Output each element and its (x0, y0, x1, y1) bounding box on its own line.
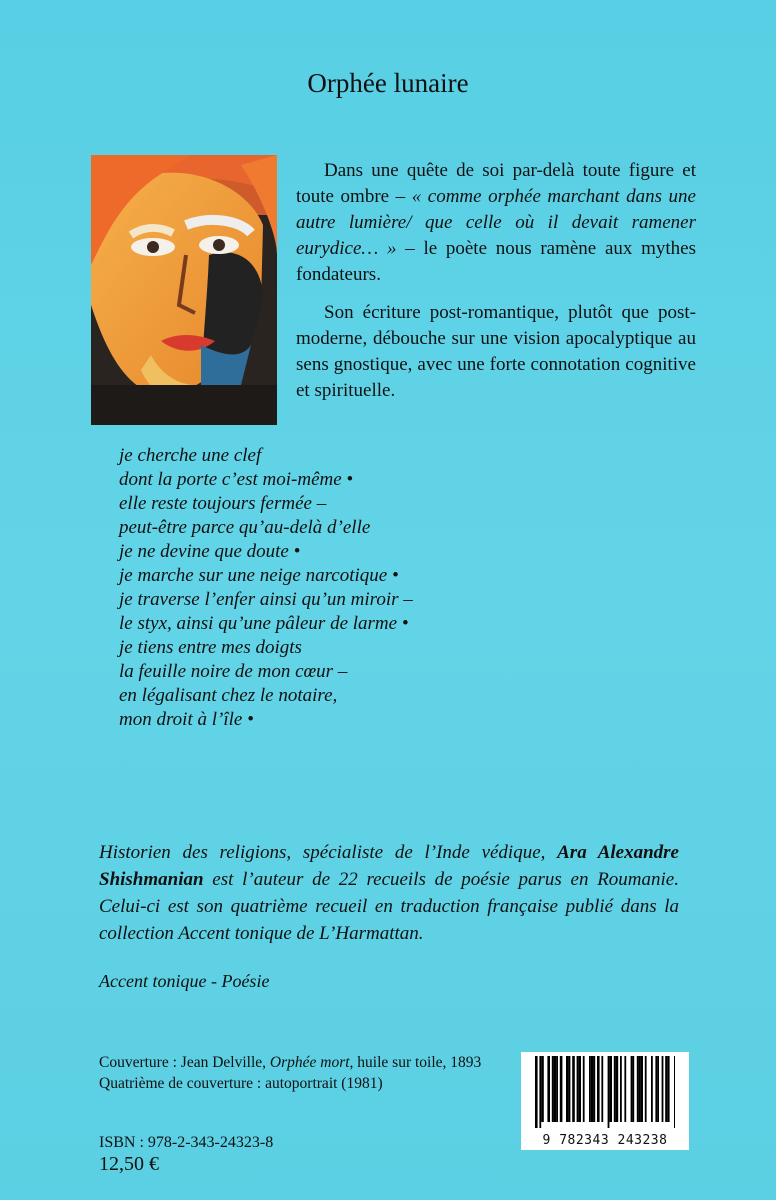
barcode-bar (668, 1056, 670, 1122)
cover-credit-line (99, 1052, 481, 1073)
barcode-bar (674, 1056, 675, 1128)
blurb-quote: « comme orphée marchant dans une autre lumière/ que celle où il devait ramener eurydice… » (296, 186, 696, 259)
poem-line: peut-être parce qu’au-delà d’elle (119, 517, 371, 538)
cover-credits (99, 1052, 481, 1094)
barcode-bar (632, 1056, 634, 1122)
barcode-bar (552, 1056, 554, 1122)
barcode-bar (631, 1056, 633, 1122)
poem-line: je marche sur une neige narcotique • (119, 565, 399, 586)
barcode-bar (624, 1056, 626, 1122)
barcode-bar (541, 1056, 544, 1122)
barcode-bar (601, 1056, 603, 1122)
credit-artwork-title: Orphée mort (269, 1054, 350, 1071)
credit-text: Couverture : Jean Delville, (99, 1054, 270, 1071)
poem-line: je ne devine que doute • (119, 541, 301, 562)
poem-line: je cherche une clef (119, 445, 262, 466)
barcode-bar (657, 1056, 659, 1122)
barcode-bar (578, 1056, 581, 1122)
poem-line: je tiens entre mes doigts (119, 637, 302, 658)
barcode-bar (597, 1056, 600, 1122)
bio-text: Historien des religions, spécialiste de l’Inde védique, (99, 842, 558, 863)
blurb-paragraph-2: Son écriture post-romantique, plutôt que post-moderne, débouche sur une vision apocalyptique au sens gnostique, avec une forte connotation cognitive et spirituelle. (296, 302, 696, 401)
author-bio (99, 839, 679, 947)
barcode-bar (614, 1056, 616, 1122)
barcode-bar (593, 1056, 595, 1122)
bio-text: est l’auteur de 22 recueils de poésie parus en Roumanie. Celui-ci est son quatrième recueil en traduction française publié dans la collection Accent tonique de L’Harmattan. (99, 869, 679, 944)
barcode-bar (655, 1056, 657, 1122)
barcode-bar (569, 1056, 571, 1122)
barcode-bar (556, 1056, 558, 1122)
poem-line: le styx, ainsi qu’une pâleur de larme • (119, 613, 409, 634)
barcode-bar (665, 1056, 668, 1122)
blurb-paragraph-1 (296, 158, 696, 288)
blurb-text: Dans une quête de soi par-delà toute figure et toute ombre – (296, 160, 696, 207)
portrait-image (91, 155, 277, 425)
barcode-bar (640, 1056, 643, 1122)
barcode-bar (539, 1056, 541, 1128)
poem-excerpt (119, 444, 619, 732)
blurb-text: – le poète nous ramène aux mythes fondateurs. (296, 238, 696, 285)
series-name: Accent tonique - Poésie (99, 971, 270, 991)
poem-line: mon droit à l’île • (119, 709, 254, 730)
barcode-bar (651, 1056, 653, 1122)
barcode-icon (521, 1052, 689, 1150)
author-name: Ara Alexandre Shishmanian (99, 842, 679, 890)
barcode-bar (662, 1056, 664, 1122)
self-portrait-painting (91, 155, 277, 425)
barcode-bar (566, 1056, 569, 1122)
barcode-bar (560, 1056, 563, 1122)
barcode-bar (609, 1056, 612, 1122)
barcode-bar (554, 1056, 557, 1122)
barcode-bar (577, 1056, 579, 1122)
poem-line: dont la porte c’est moi-même • (119, 469, 354, 490)
poem-line: la feuille noire de mon cœur – (119, 661, 348, 682)
back-cover-blurb (296, 158, 696, 416)
credit-text: , huile sur toile, 1893 (349, 1054, 482, 1071)
barcode-bar (535, 1056, 538, 1128)
book-title: Orphée lunaire (307, 68, 469, 98)
poem-line: en légalisant chez le notaire, (119, 685, 338, 706)
barcode-bar (608, 1056, 610, 1128)
barcode-bar (616, 1056, 619, 1122)
barcode-bar (572, 1056, 575, 1122)
barcode-bar (589, 1056, 591, 1122)
barcode-bar (591, 1056, 594, 1122)
poem-line: je traverse l’enfer ainsi qu’un miroir – (119, 589, 413, 610)
barcode-bar (639, 1056, 641, 1122)
barcode-bar (583, 1056, 585, 1122)
barcode-bar (637, 1056, 639, 1122)
price: 12,50 € (99, 1153, 159, 1175)
barcode-digits: 9 782343 243238 (542, 1133, 668, 1148)
poem-line: elle reste toujours fermée – (119, 493, 327, 514)
barcode-bar (547, 1056, 550, 1122)
barcode-bar (620, 1056, 622, 1122)
barcode-bars (535, 1056, 675, 1128)
barcode-bar (645, 1056, 647, 1122)
isbn: ISBN : 978-2-343-24323-8 (99, 1134, 274, 1151)
back-cover-credit-line: Quatrième de couverture : autoportrait (1981) (99, 1075, 383, 1092)
